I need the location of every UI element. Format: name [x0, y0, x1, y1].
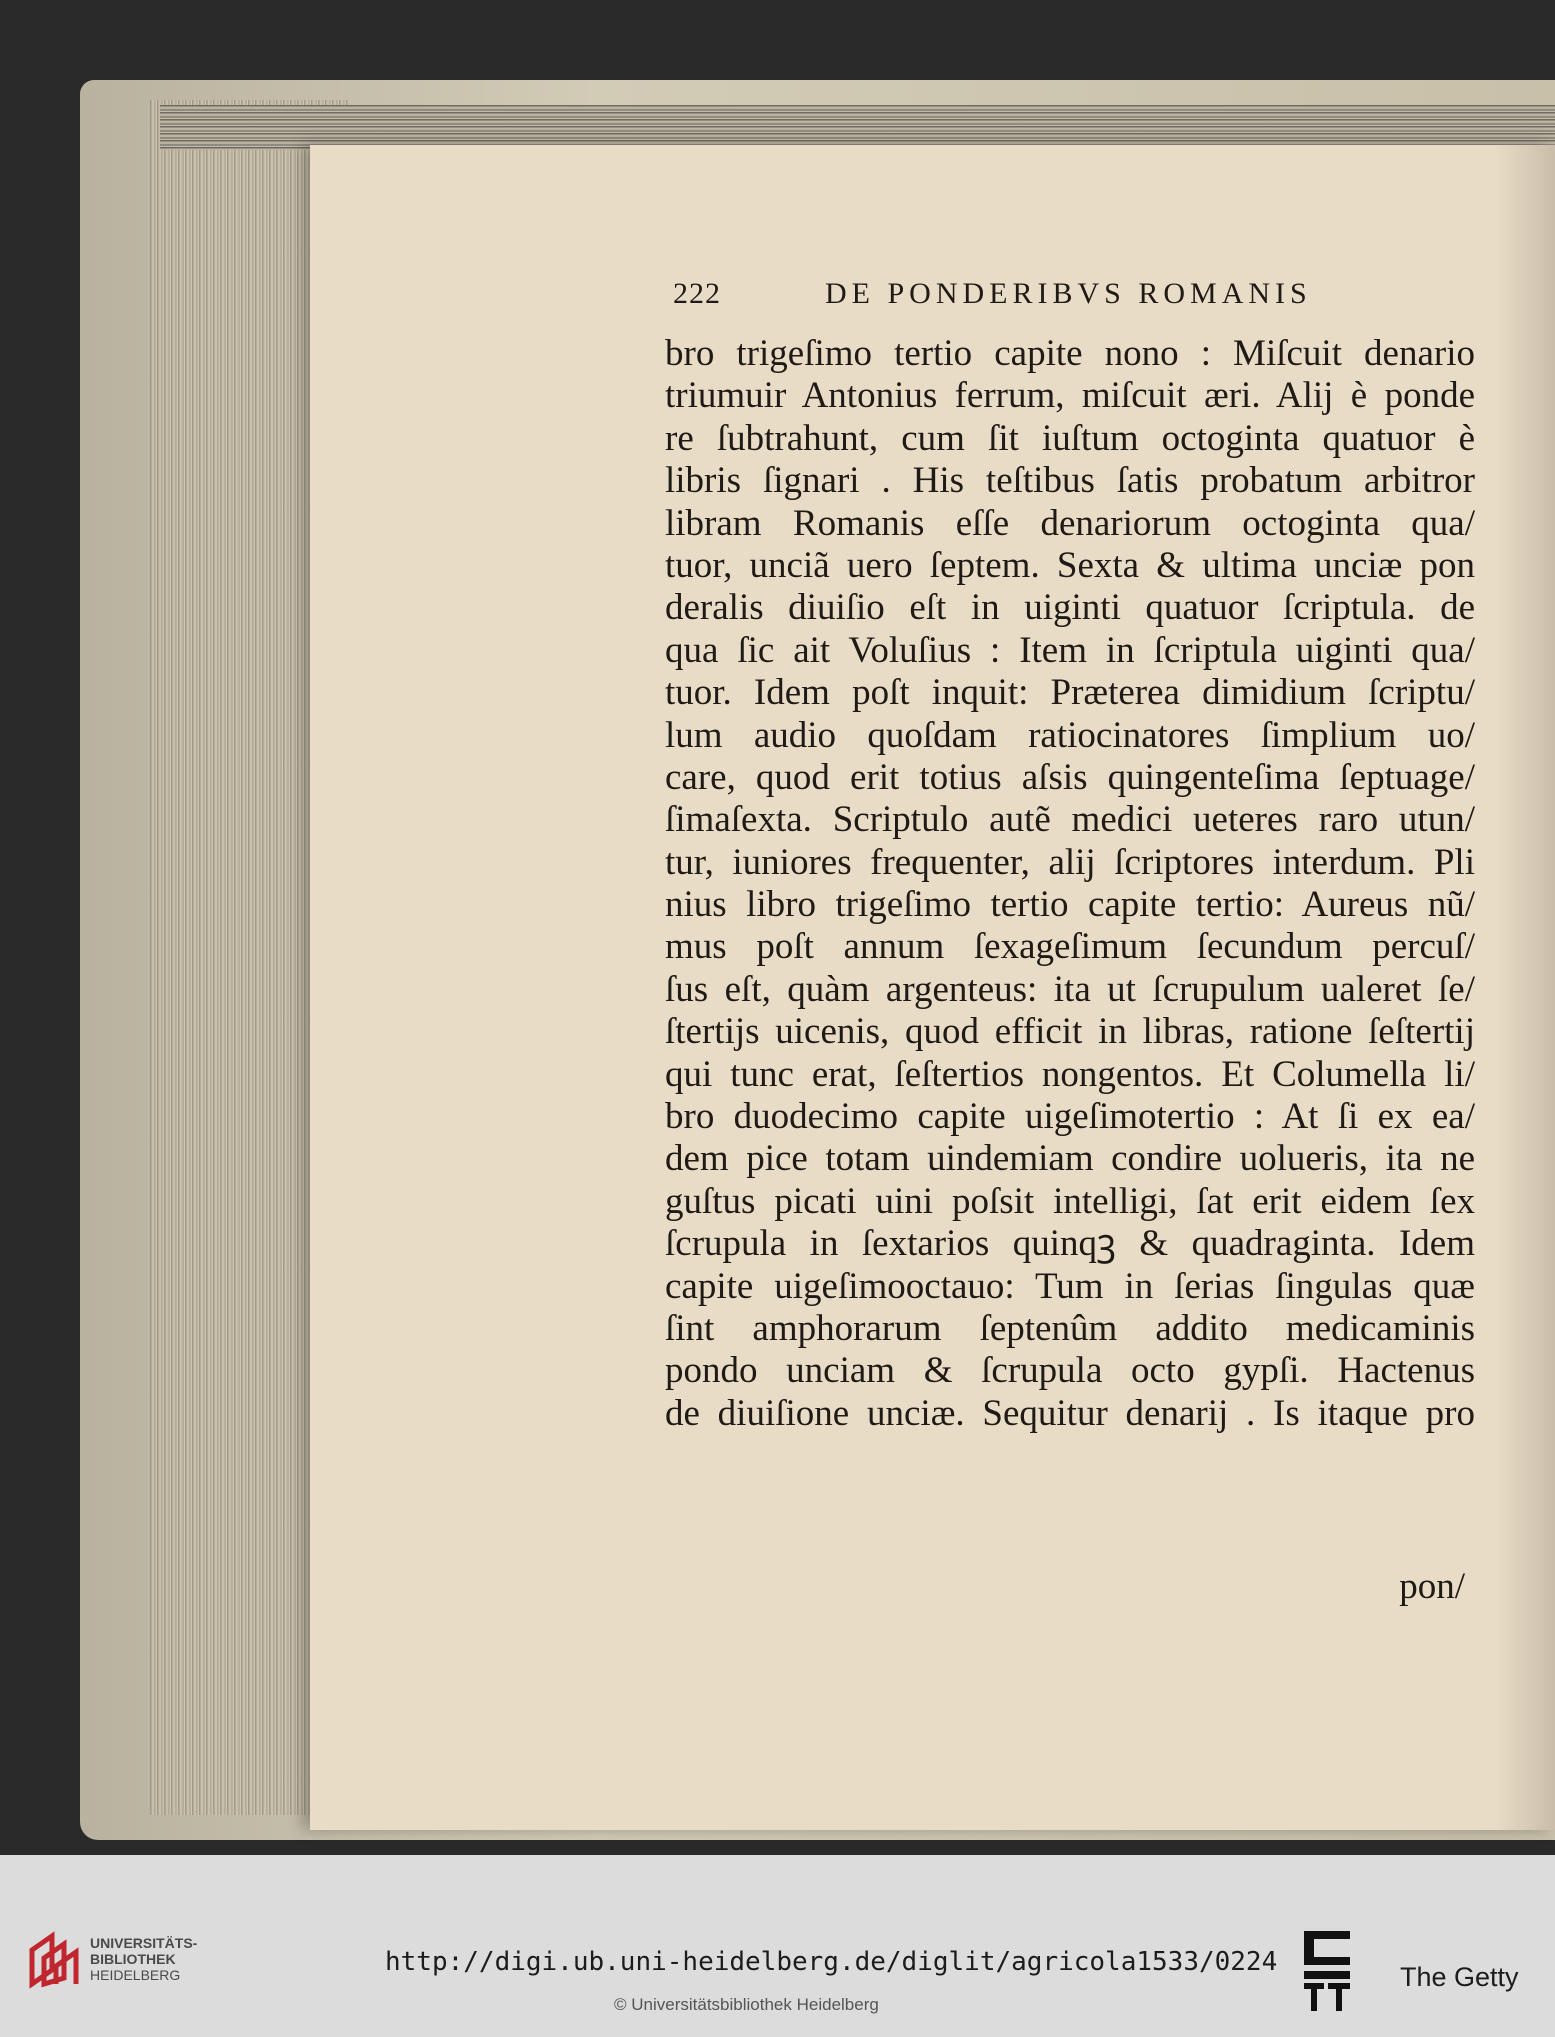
- text-line: libram Romanis eſſe denariorum octoginta qua/: [665, 502, 1475, 544]
- partner-name: The Getty: [1400, 1962, 1519, 1992]
- page-top-edges: [160, 105, 1555, 150]
- text-line: ſus eſt, quàm argenteus: ita ut ſcrupulum ualeret ſe/: [665, 968, 1475, 1010]
- text-line: bro trigeſimo tertio capite nono : Miſcuit denario: [665, 333, 1475, 374]
- text-line: guſtus picati uini poſsit intelligi, ſat erit eidem ſex: [665, 1180, 1475, 1222]
- text-line: pondo unciam & ſcrupula octo gypſi. Hactenus: [665, 1350, 1475, 1392]
- text-line: tuor. Idem poſt inquit: Præterea dimidium ſcriptu/: [665, 672, 1475, 714]
- text-line: ſint amphorarum ſeptenûm addito medicaminis: [665, 1307, 1475, 1349]
- text-line: re ſubtrahunt, cum ſit iuſtum octoginta quatuor è: [665, 417, 1475, 459]
- viewer-footer: [0, 1855, 1555, 2037]
- text-line: libris ſignari . His teſtibus ſatis probatum arbitror: [665, 460, 1475, 502]
- library-name-line1: UNIVERSITÄTS-: [90, 1935, 198, 1951]
- text-line: ſimaſexta. Scriptulo autẽ medici ueteres raro utun/: [665, 799, 1475, 841]
- text-line: mus poſt annum ſexageſimum ſecundum percuſ/: [665, 926, 1475, 968]
- text-line: care, quod erit totius aſsis quingenteſima ſeptuage/: [665, 756, 1475, 798]
- ub-heidelberg-logo-icon[interactable]: [26, 1930, 86, 1990]
- text-line: nius libro trigeſimo tertio capite tertio: Aureus nũ/: [665, 884, 1475, 926]
- text-line: dem pice totam uindemiam condire uolueris, ita ne: [665, 1138, 1475, 1180]
- text-line: deralis diuiſio eſt in uiginti quatuor ſcriptula. de: [665, 587, 1475, 629]
- page-number: 222: [673, 277, 721, 310]
- running-title: DE PONDERIBVS ROMANIS: [825, 277, 1312, 310]
- text-line: qui tunc erat, ſeſtertios nongentos. Et Columella li/: [665, 1053, 1475, 1095]
- copyright-notice: © Universitätsbibliothek Heidelberg: [614, 1995, 879, 2014]
- getty-logo-icon[interactable]: [1300, 1927, 1354, 2015]
- text-line: qua ſic ait Voluſius : Item in ſcriptula uiginti qua/: [665, 629, 1475, 671]
- library-name: [90, 1935, 240, 1983]
- text-line: ſcrupula in ſextarios quinqꝫ & quadraginta. Idem: [665, 1223, 1475, 1265]
- running-head: [665, 275, 1475, 315]
- text-line: tur, iuniores frequenter, alij ſcriptores interdum. Pli: [665, 841, 1475, 883]
- text-line: lum audio quoſdam ratiocinatores ſimplium uo/: [665, 714, 1475, 756]
- catchword: pon/: [1399, 1566, 1465, 1607]
- library-name-line3: HEIDELBERG: [90, 1967, 181, 1983]
- library-name-line2: BIBLIOTHEK: [90, 1951, 176, 1967]
- text-line: tuor, unciã uero ſeptem. Sexta & ultima unciæ pon: [665, 544, 1475, 586]
- text-line: ſtertijs uicenis, quod efficit in libras, ratione ſeſtertij: [665, 1011, 1475, 1053]
- text-line: bro duodecimo capite uigeſimotertio : At ſi ex ea/: [665, 1096, 1475, 1138]
- body-text: [665, 333, 1475, 1435]
- permalink-url[interactable]: http://digi.ub.uni-heidelberg.de/diglit/agricola1533/0224: [385, 1947, 1278, 1977]
- text-line: capite uigeſimooctauo: Tum in ſerias ſingulas quæ: [665, 1265, 1475, 1307]
- text-line: de diuiſione unciæ. Sequitur denarij . Is itaque pro: [665, 1392, 1475, 1434]
- text-line: triumuir Antonius ferrum, miſcuit æri. Alij è ponde: [665, 375, 1475, 417]
